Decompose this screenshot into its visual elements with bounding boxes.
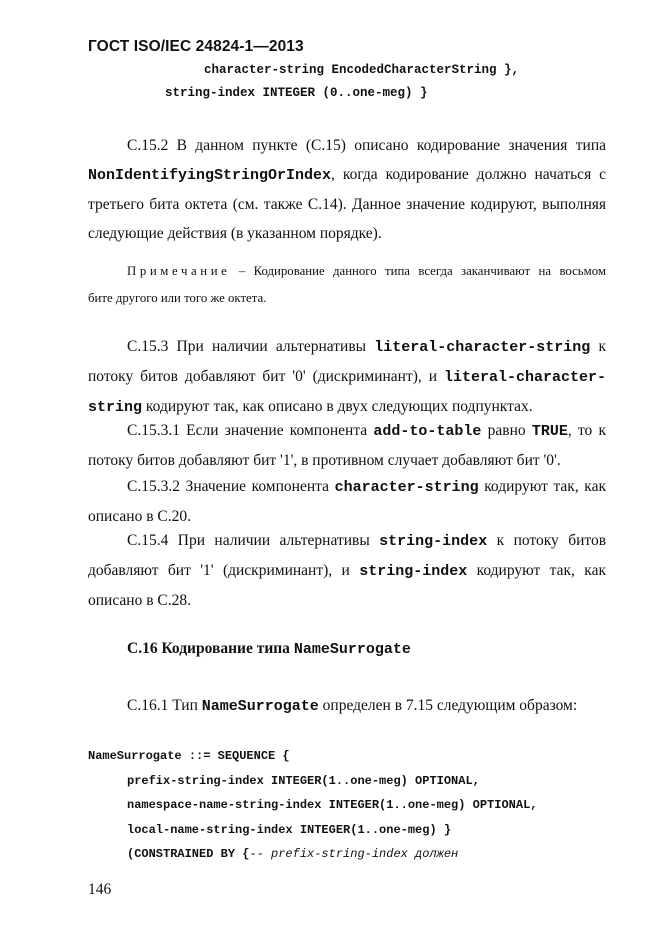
code-term: character-string	[334, 479, 479, 496]
note-label: Примечание	[127, 264, 231, 278]
text: к потоку битов	[496, 532, 607, 549]
text-line	[88, 556, 606, 586]
text: определен в 7.15 следующим образом:	[318, 697, 578, 714]
text: следующие действия (в указанном порядке).	[88, 225, 382, 242]
code-line: namespace-name-string-index INTEGER(1..one-meg) OPTIONAL,	[127, 798, 538, 812]
text: третьего бита октета (см. также С.14). Данное значение кодируют, выполняя	[88, 196, 606, 213]
text: С.15.4 При наличии альтернативы	[127, 532, 370, 549]
text-line	[88, 285, 606, 312]
text: С.16.1 Тип	[127, 697, 202, 714]
text: потоку битов добавляют бит '0' (дискриминант), и	[88, 368, 438, 385]
heading-text: С.16 Кодирование типа	[127, 640, 294, 657]
text-line	[88, 258, 606, 285]
code-term: add-to-table	[373, 423, 482, 440]
text-line	[88, 416, 606, 446]
text: описано в С.28.	[88, 592, 191, 609]
text: С.15.3 При наличии альтернативы	[127, 338, 367, 355]
text: , когда кодирование должно начаться с	[331, 166, 606, 183]
text: кодируют так, как описано в двух следующих подпунктах.	[142, 398, 533, 415]
text: добавляют бит '1' (дискриминант), и	[88, 562, 350, 579]
text: к	[598, 338, 607, 355]
text: С.15.3.1 Если значение компонента	[127, 422, 368, 439]
code-term: string-index	[379, 533, 488, 550]
text: кодируют так, как	[476, 562, 607, 579]
paragraph-c15-3-1	[88, 416, 606, 475]
code-term: string	[88, 399, 143, 416]
code-line: local-name-string-index INTEGER(1..one-meg) }	[127, 822, 452, 837]
page-number: 146	[88, 881, 112, 898]
text: С.15.3.2 Значение компонента	[127, 478, 329, 495]
text: , то к	[567, 422, 607, 439]
code-term: literal-character-	[443, 369, 606, 386]
paragraph-c16-1	[88, 691, 606, 721]
paragraph-c15-3-2	[88, 472, 606, 531]
code-term: NameSurrogate	[293, 641, 411, 658]
code-line: prefix-string-index INTEGER(1..one-meg) OPTIONAL,	[127, 773, 480, 788]
code-block	[88, 744, 537, 867]
code-text: (CONSTRAINED BY {	[127, 847, 250, 861]
text: С.15.2 В данном пункте (С.15) описано кодирование значения типа	[127, 137, 606, 154]
paragraph-c15-2	[88, 131, 606, 248]
code-line: string-index INTEGER (0..one-meg) }	[165, 86, 428, 100]
text-line	[88, 472, 606, 502]
code-comment: -- prefix-string-index должен	[249, 847, 459, 861]
text: описано в С.20.	[88, 508, 191, 525]
text-line	[88, 160, 606, 190]
text-line	[88, 586, 606, 615]
code-term: literal-character-string	[374, 339, 591, 356]
code-term: TRUE	[531, 423, 568, 440]
code-line	[88, 842, 537, 867]
code-line: NameSurrogate ::= SEQUENCE {	[88, 749, 290, 763]
text: – Кодирование данного типа всегда заканчивают на восьмом	[230, 264, 606, 278]
code-term: NonIdentifyingStringOrIndex	[88, 167, 332, 184]
note	[88, 258, 606, 312]
text-line	[88, 332, 606, 362]
code-term: NameSurrogate	[201, 698, 319, 715]
document-header: ГОСТ ISO/IEC 24824-1—2013	[88, 38, 304, 55]
text-line	[88, 190, 606, 219]
code-line: character-string EncodedCharacterString },	[204, 63, 520, 77]
text-line	[88, 362, 606, 392]
text: кодируют так, как	[484, 478, 606, 495]
text-line	[88, 446, 606, 475]
paragraph-c15-3	[88, 332, 606, 422]
text-line	[88, 526, 606, 556]
text-line	[88, 219, 606, 248]
paragraph-c15-4	[88, 526, 606, 615]
text: потоку битов добавляют бит '1', в противном случает добавляют бит '0'.	[88, 452, 561, 469]
text-line	[88, 131, 606, 160]
section-heading	[88, 634, 606, 664]
code-term: string-index	[359, 563, 468, 580]
text: бите другого или того же октета.	[88, 291, 267, 305]
text: равно	[487, 422, 526, 439]
